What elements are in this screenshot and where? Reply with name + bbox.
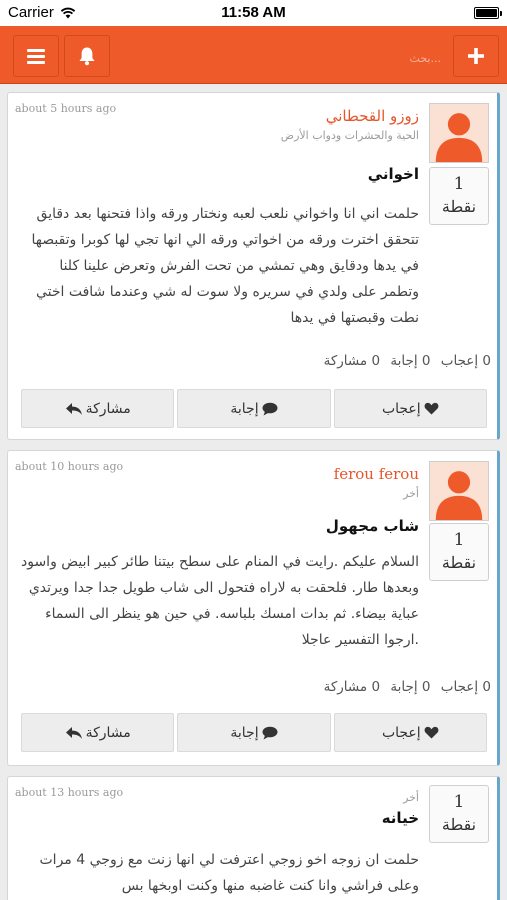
- author-name[interactable]: ferou ferou: [333, 465, 419, 483]
- carrier-name: Carrier: [8, 4, 54, 21]
- answers-count: 0: [421, 353, 431, 369]
- battery-fill: [476, 9, 497, 17]
- points-value: 1: [453, 174, 465, 194]
- points-label: نقطة: [441, 197, 477, 216]
- points-label: نقطة: [441, 815, 477, 834]
- points-value: 1: [453, 792, 465, 812]
- comment-bubble-icon: [262, 726, 278, 740]
- answers-label: إجابة: [390, 679, 418, 695]
- status-time: 11:58 AM: [221, 4, 286, 21]
- post-time: about 13 hours ago: [15, 786, 124, 799]
- author-name[interactable]: زوزو القحطاني: [325, 107, 419, 125]
- like-button[interactable]: [334, 713, 487, 752]
- likes-stat: [441, 353, 491, 369]
- answer-label: إجابة: [230, 400, 259, 417]
- points-badge: [429, 785, 489, 843]
- menu-button[interactable]: [13, 35, 59, 77]
- shares-stat: [324, 679, 380, 695]
- post-meta: [98, 465, 419, 500]
- answer-button[interactable]: [177, 389, 330, 428]
- post-card[interactable]: [7, 776, 500, 900]
- posts-feed: [7, 92, 500, 900]
- post-stats: [288, 353, 491, 369]
- likes-stat: [441, 679, 491, 695]
- hamburger-icon: [27, 46, 45, 67]
- battery-icon: [474, 7, 499, 19]
- post-meta: [98, 107, 419, 142]
- post-card[interactable]: [7, 450, 500, 766]
- shares-stat: [324, 353, 380, 369]
- user-silhouette-icon: [430, 462, 488, 520]
- likes-count: 0: [482, 353, 491, 369]
- answers-stat: [390, 679, 430, 695]
- shares-label: مشاركة: [323, 353, 368, 369]
- plus-icon: [467, 47, 485, 65]
- answers-count: 0: [421, 679, 431, 695]
- post-category: الحية والحشرات ودواب الأرض: [280, 129, 419, 142]
- share-arrow-icon: [65, 726, 83, 740]
- avatar[interactable]: [429, 461, 489, 521]
- status-bar: [0, 0, 507, 26]
- post-body: حلمت ان زوجه اخو زوجي اعترفت لي انها زنت مع زوجي 4 مرات وعلى فراشي وانا كنت غاضبه منها وكنت اوبخها بس: [39, 852, 419, 894]
- share-label: مشاركة: [85, 400, 131, 417]
- add-post-button[interactable]: [453, 35, 499, 77]
- post-body: حلمت اني انا واخواني نلعب لعبه ونختار ورقه واذا فتحنها بعد دقايق تتحقق اخترت ورقه من اخواتي ورقه الي انها تجي لها كوبرا وتقبصها في يدها ودقايق وهي تمشي من تحت الفرش وتعرض علينا كلنا وتطمر على ولدي في سريره ولا سوت له شي وعندما شافت اختي نطت وقبصتها في يدها: [31, 206, 419, 326]
- post-category: أخر: [403, 791, 419, 804]
- comment-bubble-icon: [262, 402, 278, 416]
- answer-button[interactable]: [177, 713, 330, 752]
- points-badge: [429, 523, 489, 581]
- search-input[interactable]: بحث...: [409, 52, 441, 65]
- shares-label: مشاركة: [323, 679, 368, 695]
- share-button[interactable]: [21, 713, 174, 752]
- post-card[interactable]: [7, 92, 500, 440]
- points-value: 1: [453, 530, 465, 550]
- post-time: about 5 hours ago: [15, 102, 117, 115]
- shares-count: 0: [371, 679, 381, 695]
- post-title: شاب مجهول: [325, 517, 419, 535]
- avatar[interactable]: [429, 103, 489, 163]
- post-title: خيانه: [381, 809, 419, 827]
- bell-icon: [78, 46, 96, 66]
- shares-count: 0: [371, 353, 381, 369]
- post-title: اخواني: [367, 165, 419, 183]
- like-label: إعجاب: [381, 724, 421, 741]
- notifications-button[interactable]: [64, 35, 110, 77]
- post-category: أخر: [403, 487, 419, 500]
- answer-label: إجابة: [230, 724, 259, 741]
- post-time: about 10 hours ago: [15, 460, 124, 473]
- post-actions: [21, 389, 487, 428]
- nav-bar: [0, 26, 507, 84]
- post-meta: [98, 787, 419, 804]
- user-silhouette-icon: [430, 104, 488, 162]
- heart-icon: [424, 402, 439, 415]
- post-actions: [21, 713, 487, 752]
- points-label: نقطة: [441, 553, 477, 572]
- like-button[interactable]: [334, 389, 487, 428]
- post-body: السلام عليكم .رايت في المنام على سطح بيتنا طائر كبير ابيض واسود وبعدها طار. فلحقت به لاراه فتحول الى شاب طويل جدا جدا ويرتدي عباية بيضاء. ثم بدات امسك بلباسه. في حين هو ينظر الى السماء .ارجوا التفسير عاجلا: [20, 554, 419, 648]
- likes-label: إعجاب: [440, 679, 479, 695]
- answers-label: إجابة: [390, 353, 418, 369]
- likes-count: 0: [482, 679, 491, 695]
- share-label: مشاركة: [85, 724, 131, 741]
- share-button[interactable]: [21, 389, 174, 428]
- likes-label: إعجاب: [440, 353, 479, 369]
- share-arrow-icon: [65, 402, 83, 416]
- heart-icon: [424, 726, 439, 739]
- post-stats: [288, 679, 491, 695]
- answers-stat: [390, 353, 430, 369]
- like-label: إعجاب: [381, 400, 421, 417]
- points-badge: [429, 167, 489, 225]
